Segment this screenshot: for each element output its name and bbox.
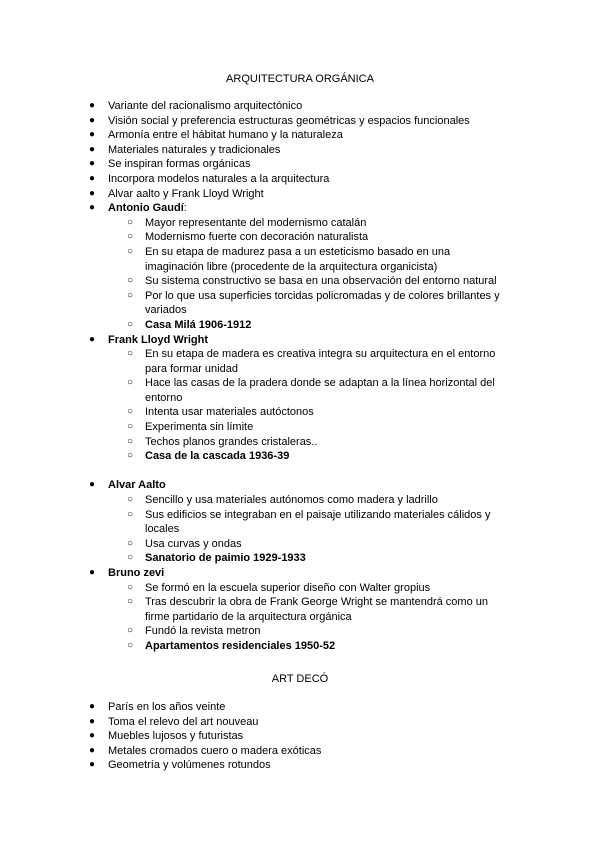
bullet-icon: ● — [89, 129, 96, 141]
list-subitem: ○ Sencillo y usa materiales autónomos como madera y ladrillo — [127, 494, 438, 507]
bullet-icon: ● — [89, 701, 96, 712]
hollow-bullet-icon: ○ — [127, 435, 134, 447]
list-item: ● Variante del racionalismo arquitectónico — [89, 100, 303, 112]
list-item: ● Materiales naturales y tradicionales — [89, 143, 281, 156]
hollow-bullet-icon: ○ — [127, 596, 134, 608]
work-item: ○ Apartamentos residenciales 1950-52 — [127, 639, 336, 652]
hollow-bullet-icon: ○ — [127, 581, 134, 593]
list-subitem: ○ Experimenta sin límite — [127, 421, 254, 434]
bullet-icon: ● — [89, 114, 96, 126]
list-item: ● Visión social y preferencia estructuras geométricas y espacios funcionales — [89, 114, 470, 127]
architect-heading-gaudi: ● Antonio Gaudí: — [89, 202, 187, 215]
blank-line — [0, 464, 600, 479]
bullet-icon: ● — [89, 759, 96, 771]
hollow-bullet-icon: ○ — [127, 348, 134, 360]
organica-list — [0, 99, 600, 654]
list-subitem: ○ Su sistema constructivo se basa en una observación del entorno natural — [127, 275, 497, 288]
hollow-bullet-icon: ○ — [127, 625, 134, 637]
work-item: ○ Sanatorio de paimio 1929-1933 — [127, 552, 306, 565]
work-item: ○ Casa Milá 1906-1912 — [127, 318, 252, 331]
list-subitem: ○ Usa curvas y ondas — [127, 537, 242, 550]
hollow-bullet-icon: ○ — [127, 231, 134, 243]
bullet-icon: ● — [89, 715, 96, 727]
list-item: ● París en los años veinte — [89, 701, 226, 713]
section-title-arquitectura-organica: ARQUITECTURA ORGÁNICA — [226, 73, 374, 85]
list-subitem: ○ Sus edificios se integraban en el paisaje utilizando materiales cálidos y locales — [127, 508, 491, 536]
bullet-icon: ● — [89, 100, 96, 111]
list-subitem: ○ Por lo que usa superficies torcidas policromadas y de colores brillantes y variados — [127, 289, 500, 317]
list-subitem: ○ Hace las casas de la pradera donde se adaptan a la línea horizontal del entorno — [127, 377, 495, 404]
work-item: ○ Casa de la cascada 1936-39 — [127, 450, 290, 463]
list-item: ● Metales cromados cuero o madera exóticas — [89, 744, 322, 757]
list-subitem: ○ Mayor representante del modernismo catalán — [127, 216, 367, 229]
list-item: ● Geometría y volúmenes rotundos — [89, 759, 271, 772]
list-subitem: ○ Modernismo fuerte con decoración naturalista — [127, 231, 369, 244]
hollow-bullet-icon: ○ — [127, 639, 134, 651]
hollow-bullet-icon: ○ — [127, 537, 134, 549]
list-item: ● Armonía entre el hábitat humano y la naturaleza — [89, 129, 343, 142]
list-subitem: ○ En su etapa de madera es creativa integra su arquitectura en el entorno para formar unidad — [127, 348, 496, 375]
list-subitem: ○ Se formó en la escuela superior diseño con Walter gropius — [127, 581, 431, 594]
bullet-icon: ● — [89, 202, 96, 214]
architect-heading-zevi: ● Bruno zevi — [89, 567, 165, 579]
bullet-icon: ● — [89, 187, 96, 199]
hollow-bullet-icon: ○ — [127, 245, 134, 257]
hollow-bullet-icon: ○ — [127, 289, 134, 301]
hollow-bullet-icon: ○ — [127, 508, 134, 520]
list-subitem: ○ Techos planos grandes cristaleras.. — [127, 435, 318, 448]
list-subitem: ○ En su etapa de madurez pasa a un esteticismo basado en una imaginación libre (procedente de la arquitectura organicista) — [127, 245, 451, 273]
bullet-icon: ● — [89, 744, 96, 756]
list-subitem: ○ Tras descubrir la obra de Frank George Wright se mantendrá como un firme partidario de la arquitectura orgánica — [127, 596, 488, 623]
hollow-bullet-icon: ○ — [127, 406, 134, 418]
bullet-icon: ● — [89, 158, 96, 170]
list-subitem: ○ Fundó la revista metron — [127, 625, 261, 638]
hollow-bullet-icon: ○ — [127, 318, 134, 330]
hollow-bullet-icon: ○ — [127, 275, 134, 287]
hollow-bullet-icon: ○ — [127, 552, 134, 564]
bullet-icon: ● — [89, 172, 96, 184]
hollow-bullet-icon: ○ — [127, 450, 134, 462]
art-deco-list — [0, 700, 600, 773]
list-item: ● Toma el relevo del art nouveau — [89, 715, 259, 728]
hollow-bullet-icon: ○ — [127, 216, 134, 228]
architect-heading-aalto: ● Alvar Aalto — [89, 479, 166, 492]
bullet-icon: ● — [89, 730, 96, 742]
bullet-icon: ● — [89, 479, 96, 491]
hollow-bullet-icon: ○ — [127, 494, 134, 506]
list-item: ● Se inspiran formas orgánicas — [89, 158, 251, 171]
architect-heading-wright: ● Frank Lloyd Wright — [89, 333, 209, 346]
list-item: ● Alvar aalto y Frank Lloyd Wright — [89, 187, 264, 200]
bullet-icon: ● — [89, 143, 96, 155]
list-subitem: ○ Intenta usar materiales autóctonos — [127, 406, 314, 419]
bullet-icon: ● — [89, 333, 96, 345]
section-title-art-deco: ART DECÓ — [271, 673, 329, 685]
hollow-bullet-icon: ○ — [127, 421, 134, 433]
hollow-bullet-icon: ○ — [127, 377, 134, 389]
list-item: ● Incorpora modelos naturales a la arquitectura — [89, 172, 330, 185]
list-item: ● Muebles lujosos y futuristas — [89, 730, 244, 743]
bullet-icon: ● — [89, 567, 96, 578]
